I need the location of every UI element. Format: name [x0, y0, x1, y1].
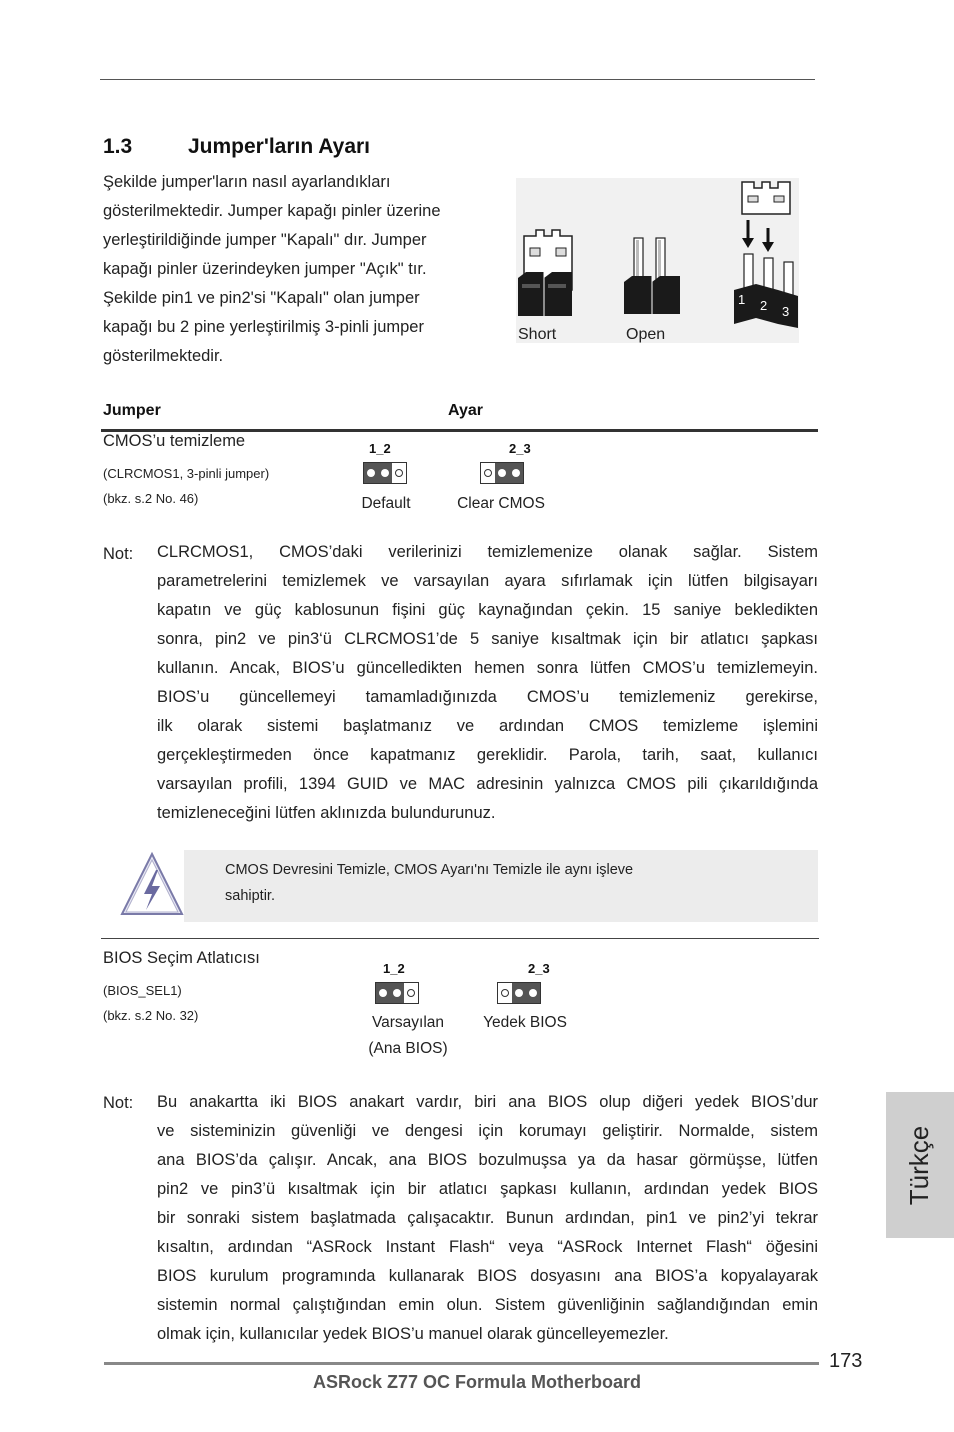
language-tab-label: Türkçe: [904, 1125, 935, 1205]
note-label: Not:: [103, 545, 134, 563]
intro-line: Şekilde jumper'ların nasıl ayarlandıkları: [103, 173, 391, 191]
intro-line: gösterilmektedir. Jumper kapağı pinler üzerine: [103, 202, 441, 220]
jumper-illustration: [516, 178, 799, 343]
section-title: Jumper'ların Ayarı: [188, 135, 371, 158]
intro-line: gösterilmektedir.: [103, 347, 224, 365]
note-line: kısaltın, ardından “ASRock Instant Flash“ veya “ASRock Internet Flash“ öğesini: [157, 1238, 818, 1256]
section-number: 1.3: [103, 135, 133, 158]
pin-number-2: 2: [760, 298, 768, 313]
bios-caption-backup: Yedek BIOS: [483, 1014, 567, 1031]
bios-jumper-name: BIOS Seçim Atlatıcısı: [103, 949, 260, 967]
bios-setting-label-2-3: 2_3: [528, 961, 550, 976]
cmos-pins-clear: [480, 462, 524, 484]
pin-closed: [378, 463, 392, 483]
note-line: pin2 ve pin3’ü kısaltmak için bir atlatıcı şapkası kullanın, ardından yedek BIOS: [157, 1180, 818, 1198]
intro-line: kapağı pinler üzerindeyken jumper "Açık" tır.: [103, 260, 427, 278]
three-pin-jumper: [734, 182, 798, 328]
pin-closed: [526, 983, 540, 1003]
note-line: olmak için, kullanıcılar yedek BIOS’u manuel olarak güncelleyemezler.: [157, 1325, 669, 1343]
bios-caption-default-sub: (Ana BIOS): [368, 1040, 448, 1057]
note-line: temizleneceğini lütfen aklınızda bulundurunuz.: [157, 804, 496, 822]
cmos-setting-label-2-3: 2_3: [509, 441, 531, 456]
note-line: BIOS kurulum programında kullanarak BIOS dosyasını ana BIOS’a kopyalayarak: [157, 1267, 818, 1285]
bios-setting-label-1-2: 1_2: [383, 961, 405, 976]
cmos-jumper-name: CMOS’u temizleme: [103, 432, 246, 450]
column-jumper-header: Jumper: [103, 402, 161, 419]
pin-closed: [390, 983, 404, 1003]
pin-closed: [376, 983, 390, 1003]
bios-pins-default: [375, 982, 419, 1004]
note-line: kullanın. Ancak, BIOS’u güncelledikten hemen sonra lütfen CMOS’u temizlemeyin.: [157, 659, 818, 677]
cmos-pins-default: [363, 462, 407, 484]
pin-open: [392, 463, 406, 483]
note-line: parametrelerini temizlemek ve varsayılan ayara sıfırlamak için lütfen bilgisayarı: [157, 572, 818, 590]
warning-icon: [114, 850, 186, 920]
pin-number-3: 3: [782, 304, 790, 319]
note-bios-body: [157, 1088, 818, 1349]
bios-pins-backup: [497, 982, 541, 1004]
note-line: Bu anakartta iki BIOS anakart vardır, biri ana BIOS olup diğeri yedek BIOS’dur: [157, 1093, 818, 1111]
top-rule: [100, 79, 815, 80]
section-divider: [101, 938, 819, 939]
note-line: gerçekleştirmeden önce kapatmanız gereklidir. Parola, tarih, saat, kullanıcı: [157, 746, 818, 764]
bios-caption-default: Varsayılan: [371, 1014, 445, 1031]
pin-closed: [512, 983, 526, 1003]
note-line: kapatın ve güç kablosunun fişini güç kaynağından çekin. 15 saniye bekledikten: [157, 601, 818, 619]
note-line: BIOS’u güncellemeyi tamamladığınızda CMOS’u temizlemeniz gerekirse,: [157, 688, 818, 706]
bios-jumper-id: (BIOS_SEL1): [103, 983, 182, 998]
pin-number-1: 1: [738, 292, 746, 307]
note-line: sistemin normal çalıştığından emin olun. Sistem güvenliğinin sağlandığından emin: [157, 1296, 818, 1314]
cmos-setting-label-1-2: 1_2: [369, 441, 391, 456]
note-line: ilk olarak sistemi başlatmanız ve ardından CMOS temizleme işlemini: [157, 717, 818, 735]
short-jumper: [518, 230, 572, 316]
pin-closed: [364, 463, 378, 483]
pin-open: [404, 983, 418, 1003]
note-label: Not:: [103, 1094, 134, 1112]
cmos-jumper-ref: (bkz. s.2 No. 46): [103, 491, 199, 506]
pin-open: [481, 463, 495, 483]
note-cmos-body: [157, 538, 818, 828]
intro-line: Şekilde pin1 ve pin2'si "Kapalı" olan jumper: [103, 289, 420, 307]
pin-open: [498, 983, 512, 1003]
warning-line: sahiptir.: [225, 888, 275, 904]
note-line: sonra, pin2 ve pin3‘ü CLRCMOS1’de 5 saniye kısaltmak için bir atlatıcı şapkası: [157, 630, 818, 648]
pin-closed: [495, 463, 509, 483]
note-line: ana BIOS’da çalışır. Ancak, ana BIOS bozulmuşsa ya da hasar görmüşse, lütfen: [157, 1151, 818, 1169]
open-label: Open: [626, 326, 666, 343]
note-line: bir sonraki sistem başlatmada çalışacaktır. Bunun ardından, pin1 ve pin2’yi tekrar: [157, 1209, 818, 1227]
cmos-jumper-id: (CLRCMOS1, 3-pinli jumper): [103, 466, 270, 481]
short-label: Short: [518, 326, 557, 343]
intro-line: yerleştirildiğinde jumper "Kapalı" dır. Jumper: [103, 231, 427, 249]
note-line: CLRCMOS1, CMOS’daki verilerinizi temizlemenize olanak sağlar. Sistem: [157, 543, 818, 561]
warning-text: [225, 857, 633, 909]
pin-closed: [509, 463, 523, 483]
bios-jumper-ref: (bkz. s.2 No. 32): [103, 1008, 199, 1023]
note-line: ve sisteminizin güvenliği ve dengesi için korumayı geliştirir. Normalde, sistem: [157, 1122, 818, 1140]
page-number: 173: [829, 1350, 863, 1372]
warning-line: CMOS Devresini Temizle, CMOS Ayarı'nı Temizle ile aynı işleve: [225, 862, 634, 878]
intro-line: kapağı bu 2 pine yerleştirilmiş 3-pinli jumper: [103, 318, 424, 336]
footer-rule: [104, 1362, 819, 1365]
note-line: varsayılan profili, 1394 GUID ve MAC adresinin yalnızca CMOS pili çıkarıldığında: [157, 775, 818, 793]
cmos-caption-default: Default: [361, 495, 411, 512]
column-setting-header: Ayar: [448, 402, 483, 419]
intro-paragraph: [103, 168, 503, 371]
open-jumper: [624, 238, 680, 314]
cmos-caption-clear: Clear CMOS: [457, 495, 545, 512]
footer-title: ASRock Z77 OC Formula Motherboard: [312, 1372, 642, 1392]
jumper-diagram: [516, 178, 799, 343]
language-tab-label-wrap: [886, 1092, 954, 1238]
